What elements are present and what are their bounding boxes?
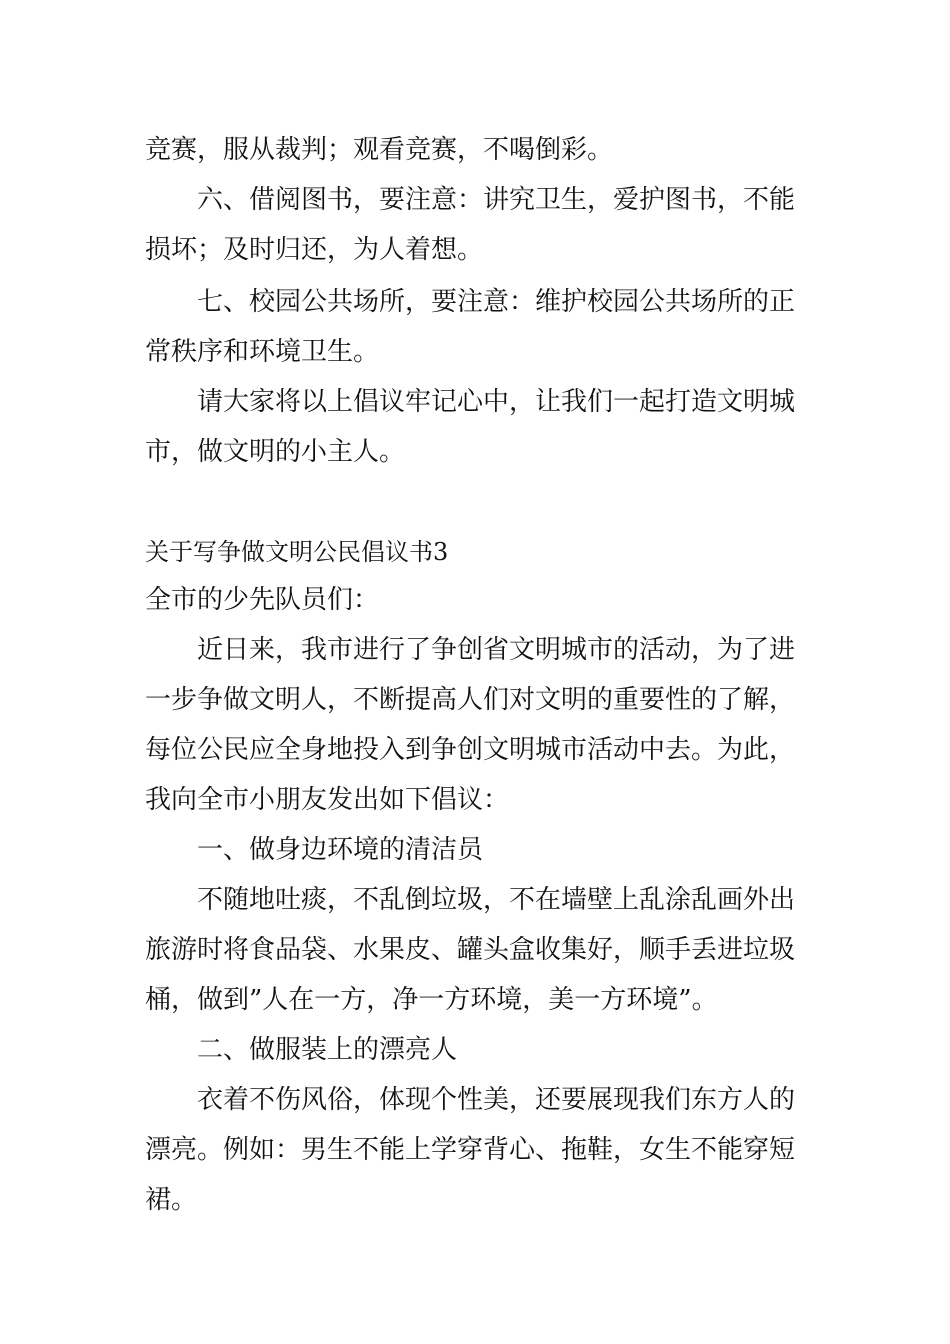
section-title: 关于写争做文明公民倡议书3 xyxy=(145,538,449,566)
paragraph-line: 一步争做文明人，不断提高人们对文明的重要性的了解， xyxy=(145,685,796,715)
paragraph-line: 近日来，我市进行了争创省文明城市的活动，为了进 xyxy=(197,635,796,665)
salutation: 全市的少先队员们： xyxy=(145,585,380,615)
paragraph-line: 市，做文明的小主人。 xyxy=(145,437,406,467)
paragraph-line: 请大家将以上倡议牢记心中，让我们一起打造文明城 xyxy=(197,387,796,417)
paragraph-line: 漂亮。例如：男生不能上学穿背心、拖鞋，女生不能穿短 xyxy=(145,1135,796,1165)
paragraph-line: 不随地吐痰，不乱倒垃圾，不在墙壁上乱涂乱画外出 xyxy=(197,885,796,915)
subheading: 二、做服装上的漂亮人 xyxy=(197,1035,458,1065)
paragraph-line: 裙。 xyxy=(145,1185,198,1215)
paragraph-line: 六、借阅图书，要注意：讲究卫生，爱护图书，不能 xyxy=(197,185,796,215)
paragraph-line: 我向全市小朋友发出如下倡议： xyxy=(145,785,510,815)
paragraph-line: 旅游时将食品袋、水果皮、罐头盒收集好，顺手丢进垃圾 xyxy=(145,935,796,965)
paragraph-line: 桶，做到”人在一方，净一方环境，美一方环境”。 xyxy=(145,985,718,1015)
paragraph-line: 七、校园公共场所，要注意：维护校园公共场所的正 xyxy=(197,287,796,317)
paragraph-line: 每位公民应全身地投入到争创文明城市活动中去。为此， xyxy=(145,735,796,765)
subheading: 一、做身边环境的清洁员 xyxy=(197,835,484,865)
paragraph-line: 常秩序和环境卫生。 xyxy=(145,337,380,367)
paragraph-line: 竞赛，服从裁判；观看竞赛，不喝倒彩。 xyxy=(145,135,614,165)
paragraph-line: 损坏；及时归还，为人着想。 xyxy=(145,235,484,265)
paragraph-line: 衣着不伤风俗，体现个性美，还要展现我们东方人的 xyxy=(197,1085,796,1115)
